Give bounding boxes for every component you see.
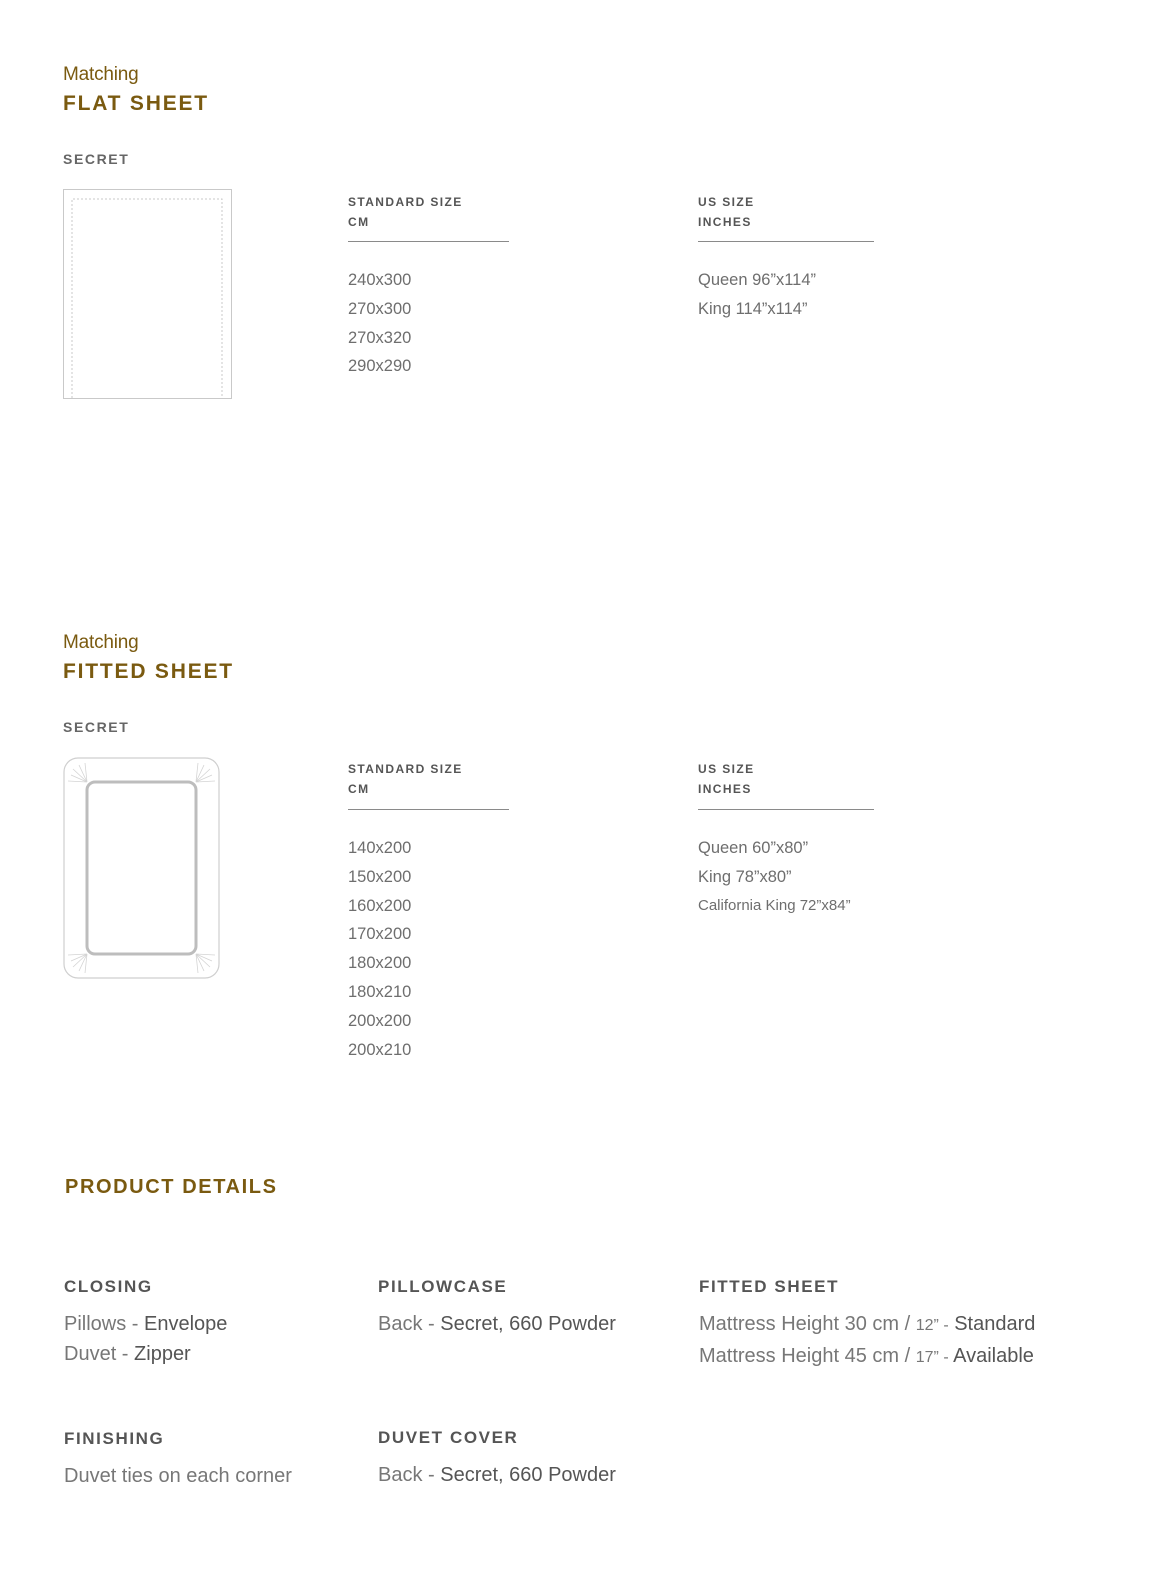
flat-standard-size-list	[348, 266, 411, 381]
list-item: 150x200	[348, 867, 412, 886]
flat-us-size-header: US SIZE INCHES	[698, 195, 755, 229]
flat-sheet-title: FLAT SHEET	[63, 92, 209, 115]
list-item: 180x200	[348, 954, 412, 973]
list-item: 200x200	[348, 1011, 412, 1030]
closing-duvet-line: Duvet - Zipper	[64, 1343, 191, 1365]
list-item: King 78”x80”	[698, 867, 792, 886]
mattress-height-available-line: Mattress Height 45 cm / 17” - Available	[699, 1345, 1034, 1367]
duvet-cover-back-line: Back - Secret, 660 Powder	[378, 1464, 616, 1486]
fitted-sheet-details	[699, 1309, 1035, 1373]
closing-details	[64, 1309, 227, 1369]
flat-us-size-list	[698, 266, 816, 324]
list-item: 270x320	[348, 328, 412, 347]
fitted-collection-name: SECRET	[63, 719, 130, 735]
duvet-cover-details	[378, 1460, 616, 1490]
pillowcase-heading: PILLOWCASE	[378, 1277, 508, 1296]
fitted-standard-divider	[348, 809, 509, 810]
closing-heading: CLOSING	[64, 1277, 153, 1296]
fitted-sheet-heading: FITTED SHEET	[699, 1277, 840, 1296]
list-item: 180x210	[348, 982, 412, 1001]
list-item: 170x200	[348, 925, 412, 944]
finishing-text: Duvet ties on each corner	[64, 1465, 292, 1487]
pillowcase-back-line: Back - Secret, 660 Powder	[378, 1313, 616, 1335]
list-item: California King 72”x84”	[698, 896, 851, 914]
fitted-sheet-title: FITTED SHEET	[63, 660, 234, 683]
fitted-us-size-header: US SIZE INCHES	[698, 762, 755, 796]
fitted-sheet-illustration	[63, 757, 221, 981]
fitted-us-divider	[698, 809, 874, 810]
list-item: 140x200	[348, 839, 412, 857]
flat-standard-divider	[348, 241, 509, 242]
fitted-standard-size-list	[348, 834, 411, 1064]
duvet-cover-heading: DUVET COVER	[378, 1428, 519, 1447]
flat-sheet-illustration	[63, 189, 233, 400]
flat-us-divider	[698, 241, 874, 242]
fitted-matching-label: Matching	[63, 632, 139, 653]
list-item: Queen 60”x80”	[698, 839, 809, 857]
list-item: 270x300	[348, 299, 412, 318]
flat-matching-label: Matching	[63, 64, 139, 85]
list-item: 290x290	[348, 357, 412, 376]
list-item: King 114”x114”	[698, 299, 808, 318]
finishing-heading: FINISHING	[64, 1429, 165, 1448]
list-item: 200x210	[348, 1040, 412, 1059]
finishing-details	[64, 1461, 292, 1491]
flat-standard-size-header: STANDARD SIZE CM	[348, 195, 463, 229]
fitted-standard-size-header: STANDARD SIZE CM	[348, 762, 463, 796]
flat-collection-name: SECRET	[63, 151, 130, 167]
list-item: 160x200	[348, 896, 412, 915]
mattress-height-standard-line: Mattress Height 30 cm / 12” - Standard	[699, 1313, 1036, 1335]
closing-pillows-line: Pillows - Envelope	[64, 1313, 228, 1335]
fitted-us-size-list	[698, 834, 851, 920]
list-item: 240x300	[348, 271, 412, 289]
product-details-title: PRODUCT DETAILS	[65, 1176, 278, 1198]
pillowcase-details	[378, 1309, 616, 1339]
list-item: Queen 96”x114”	[698, 271, 817, 289]
